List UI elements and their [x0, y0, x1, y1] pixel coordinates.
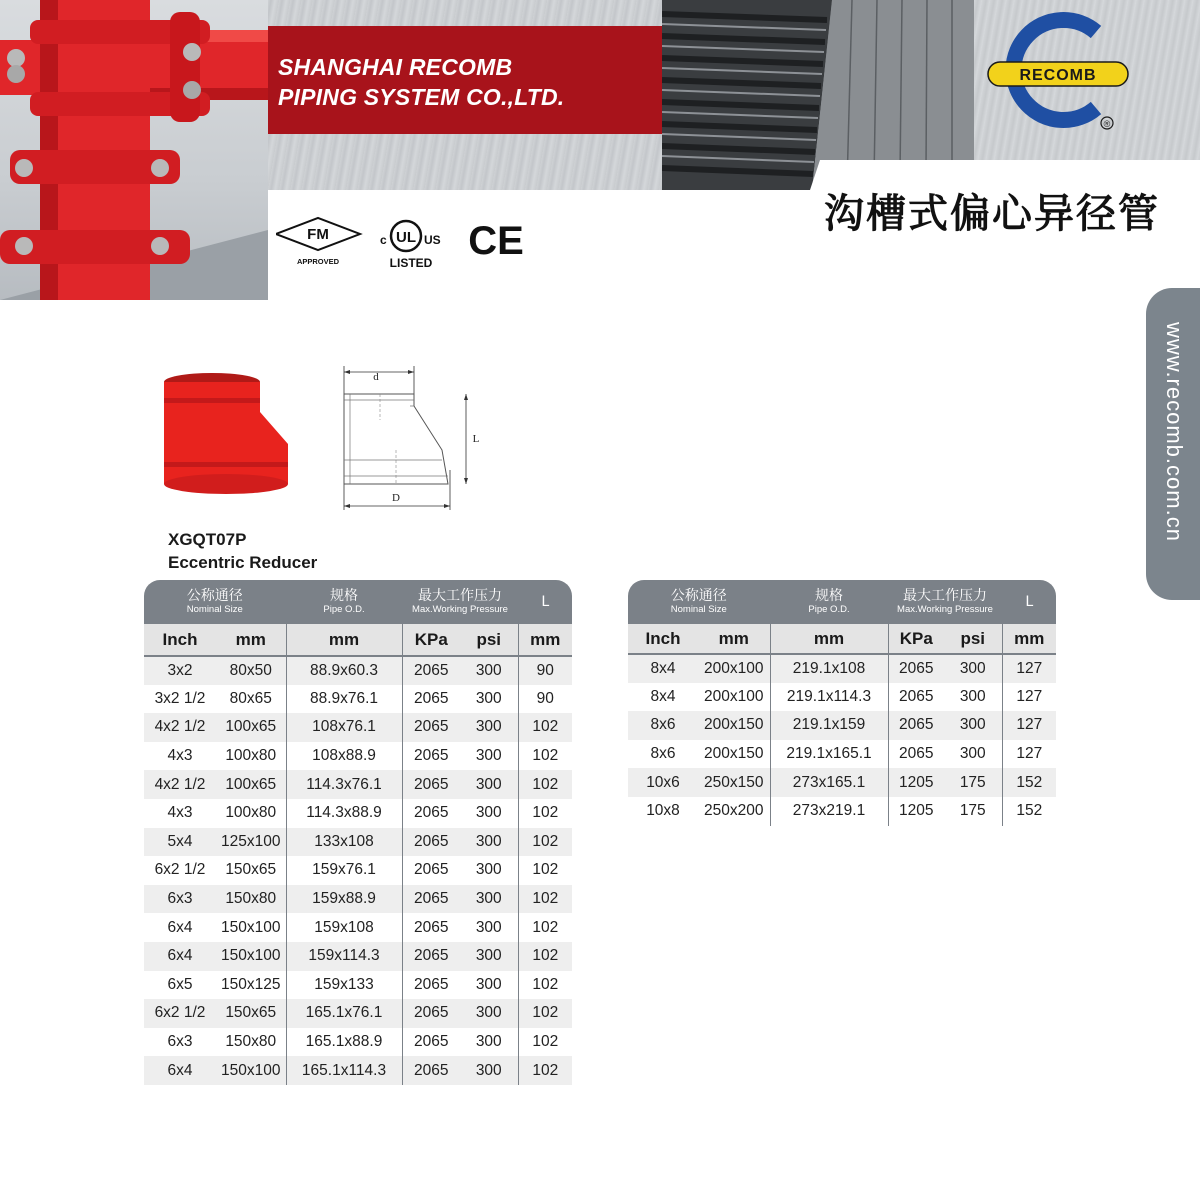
subheader-od-mm: mm	[286, 624, 402, 656]
table-cell: 2065	[414, 804, 449, 822]
header-pipe-od: 规格 Pipe O.D.	[770, 580, 888, 624]
table-cell: 6x4	[144, 942, 216, 971]
table-row	[144, 1028, 572, 1057]
table-cell: 300	[460, 713, 518, 742]
table-row	[144, 971, 572, 1000]
table-cell: 114.3x88.9	[286, 799, 402, 828]
table-cell: 219.1x159	[770, 711, 888, 740]
subheader-mm: mm	[698, 624, 770, 654]
table-row	[144, 770, 572, 799]
table-cell: 8x6	[628, 711, 698, 740]
table-cell: 200x100	[698, 683, 770, 712]
ul-label: UL	[396, 229, 416, 246]
dimension-drawing	[330, 360, 490, 525]
drawing-label-L: L	[472, 433, 480, 445]
table-cell: 300	[460, 1056, 518, 1085]
subheader-mm: mm	[216, 624, 286, 656]
table-cell: 159x114.3	[286, 942, 402, 971]
table-cell: 102	[532, 861, 559, 879]
company-name-line1: SHANGHAI RECOMB	[278, 54, 513, 80]
table-cell: 100x80	[216, 742, 286, 771]
table-cell: 102	[532, 804, 559, 822]
subheader-od-mm: mm	[770, 624, 888, 654]
table-cell: 6x2 1/2	[144, 999, 216, 1028]
table-cell: 159x88.9	[286, 885, 402, 914]
table-cell: 175	[944, 768, 1002, 797]
table-row	[144, 885, 572, 914]
spec-table-right	[628, 580, 1056, 826]
table-cell: 4x2 1/2	[144, 713, 216, 742]
table-cell: 102	[518, 713, 572, 742]
header-banner	[0, 0, 1200, 300]
logo-panel	[974, 0, 1200, 160]
table-row	[144, 828, 572, 857]
table-cell: 102	[518, 770, 572, 799]
ul-c-label: c	[380, 233, 387, 247]
table-cell: 4x3	[167, 804, 193, 822]
table-cell: 150x80	[216, 1028, 286, 1057]
table-row	[628, 683, 1056, 712]
website-text: www.recomb.com.cn	[1162, 322, 1187, 542]
table-cell: 90	[518, 656, 572, 685]
table-cell: 219.1x114.3	[770, 683, 888, 712]
table-cell: 1205	[899, 802, 934, 820]
table-cell: 150x100	[216, 913, 286, 942]
logo-text: RECOMB	[1019, 67, 1097, 84]
subheader-psi: psi	[460, 624, 518, 656]
table-cell: 165.1x88.9	[286, 1028, 402, 1057]
table-cell: 133x108	[286, 828, 402, 857]
table-cell: 108x88.9	[286, 742, 402, 771]
table-cell: 300	[460, 913, 518, 942]
table-cell: 6x4	[144, 1056, 216, 1085]
table-cell: 127	[1002, 711, 1056, 740]
table-cell: 2065	[402, 713, 460, 742]
table-cell: 8x4	[650, 687, 676, 705]
product-name: Eccentric Reducer	[168, 553, 318, 572]
product-code: XGQT07P	[168, 530, 247, 549]
table-cell: 175	[944, 797, 1002, 826]
table-cell: 152	[1002, 768, 1056, 797]
table-cell: 2065	[899, 745, 934, 763]
table-row	[144, 713, 572, 742]
spec-table-left	[144, 580, 572, 1085]
table-cell: 2065	[402, 1056, 460, 1085]
table-cell: 273x219.1	[770, 797, 888, 826]
fm-label: FM	[307, 226, 329, 243]
table-cell: 300	[460, 770, 518, 799]
subheader-l-mm: mm	[1002, 624, 1056, 654]
table-cell: 102	[532, 918, 559, 936]
ce-mark-icon	[468, 219, 524, 263]
table-cell: 90	[536, 689, 554, 707]
table-cell: 102	[518, 999, 572, 1028]
table-cell: 300	[944, 654, 1002, 683]
table-cell: 1205	[888, 768, 944, 797]
fm-sub-label: APPROVED	[296, 257, 340, 266]
table-cell: 127	[1016, 745, 1043, 763]
table-cell: 300	[460, 742, 518, 771]
drawing-label-D: D	[392, 492, 400, 504]
table-cell: 127	[1016, 687, 1043, 705]
table-cell: 2065	[402, 656, 460, 685]
table-cell: 159x108	[286, 913, 402, 942]
table-cell: 102	[532, 1033, 559, 1051]
subheader-inch: Inch	[144, 624, 216, 656]
table-cell: 150x100	[216, 942, 286, 971]
table-cell: 300	[460, 799, 518, 828]
table-cell: 127	[1002, 654, 1056, 683]
table-cell: 200x100	[698, 654, 770, 683]
fm-approved-icon	[276, 218, 360, 266]
table-cell: 102	[518, 885, 572, 914]
table-cell: 300	[944, 740, 1002, 769]
table-cell: 200x150	[698, 711, 770, 740]
table-cell: 2065	[402, 885, 460, 914]
table-cell: 150x125	[216, 971, 286, 1000]
table-cell: 300	[460, 856, 518, 885]
table-cell: 5x4	[144, 828, 216, 857]
pipe-fitting-photo	[0, 0, 268, 300]
subheader-l-mm: mm	[518, 624, 572, 656]
table-cell: 2065	[888, 711, 944, 740]
table-row	[144, 1056, 572, 1085]
table-cell: 4x3	[167, 747, 193, 765]
table-cell: 3x2 1/2	[154, 689, 206, 707]
table-row	[628, 654, 1056, 683]
table-row	[628, 740, 1056, 769]
table-cell: 2065	[414, 1033, 449, 1051]
table-cell: 102	[518, 942, 572, 971]
table-row	[144, 742, 572, 771]
table-cell: 102	[518, 828, 572, 857]
table-cell: 88.9x76.1	[286, 685, 402, 714]
company-name	[278, 52, 564, 112]
table-cell: 2065	[402, 828, 460, 857]
table-cell: 80x65	[216, 685, 286, 714]
table-cell: 150x100	[216, 1056, 286, 1085]
table-cell: 2065	[888, 654, 944, 683]
table-cell: 250x150	[698, 768, 770, 797]
drawing-label-d: d	[373, 371, 379, 383]
recomb-logo	[974, 0, 1200, 160]
table-cell: 152	[1016, 802, 1043, 820]
table-cell: 2065	[414, 861, 449, 879]
table-cell: 200x150	[698, 740, 770, 769]
table-cell: 88.9x60.3	[286, 656, 402, 685]
table-cell: 159x133	[286, 971, 402, 1000]
table-cell: 219.1x165.1	[770, 740, 888, 769]
table-row	[144, 942, 572, 971]
subheader-psi: psi	[944, 624, 1002, 654]
table-cell: 150x80	[216, 885, 286, 914]
table-cell: 2065	[414, 689, 449, 707]
table-cell: 273x165.1	[770, 768, 888, 797]
table-cell: 250x200	[698, 797, 770, 826]
table-cell: 165.1x114.3	[286, 1056, 402, 1085]
table-row	[628, 797, 1056, 826]
header-max-pressure: 最大工作压力 Max.Working Pressure	[402, 580, 518, 624]
table-cell: 80x50	[216, 656, 286, 685]
table-cell: 114.3x76.1	[286, 770, 402, 799]
table-cell: 102	[532, 747, 559, 765]
table-cell: 6x3	[167, 1033, 193, 1051]
header-nominal-size: 公称通径 Nominal Size	[628, 580, 770, 624]
table-cell: 6x3	[144, 885, 216, 914]
ce-label: CE	[468, 219, 524, 263]
table-cell: 8x4	[628, 654, 698, 683]
table-cell: 2065	[414, 747, 449, 765]
page-title: 沟槽式偏心异径管	[824, 191, 1160, 237]
table-cell: 3x2	[144, 656, 216, 685]
subheader-kpa: KPa	[402, 624, 460, 656]
table-cell: 4x2 1/2	[144, 770, 216, 799]
table-cell: 300	[944, 711, 1002, 740]
table-cell: 2065	[414, 918, 449, 936]
subheader-kpa: KPa	[888, 624, 944, 654]
ul-us-label: US	[424, 233, 441, 247]
table-cell: 6x5	[167, 975, 193, 993]
header-pipe-od: 规格 Pipe O.D.	[286, 580, 402, 624]
product-photo	[160, 372, 308, 502]
header-l: L	[1002, 580, 1056, 624]
table-row	[144, 685, 572, 714]
table-cell: 300	[460, 656, 518, 685]
table-cell: 125x100	[216, 828, 286, 857]
subheader-inch: Inch	[628, 624, 698, 654]
table-cell: 150x65	[216, 856, 286, 885]
table-cell: 100x65	[216, 713, 286, 742]
table-row	[144, 656, 572, 685]
table-cell: 2065	[402, 942, 460, 971]
table-cell: 300	[460, 999, 518, 1028]
table-cell: 2065	[402, 999, 460, 1028]
ul-listed-icon	[380, 221, 441, 270]
table-row	[628, 768, 1056, 797]
header-l: L	[518, 580, 572, 624]
table-cell: 10x6	[628, 768, 698, 797]
table-cell: 300	[460, 1028, 518, 1057]
table-cell: 2065	[414, 975, 449, 993]
table-cell: 300	[460, 828, 518, 857]
table-cell: 165.1x76.1	[286, 999, 402, 1028]
table-row	[628, 711, 1056, 740]
table-cell: 300	[944, 683, 1002, 712]
registered-mark: ®	[1103, 119, 1111, 129]
table-cell: 219.1x108	[770, 654, 888, 683]
table-cell: 6x2 1/2	[154, 861, 206, 879]
table-cell: 2065	[402, 770, 460, 799]
table-row	[144, 799, 572, 828]
table-cell: 8x6	[650, 745, 676, 763]
table-cell: 300	[460, 885, 518, 914]
table-cell: 150x65	[216, 999, 286, 1028]
table-cell: 300	[460, 971, 518, 1000]
table-cell: 6x4	[167, 918, 193, 936]
table-cell: 159x76.1	[286, 856, 402, 885]
table-cell: 100x65	[216, 770, 286, 799]
ul-sub-label: LISTED	[389, 256, 433, 270]
company-name-line2: PIPING SYSTEM CO.,LTD.	[278, 84, 565, 110]
table-row	[144, 999, 572, 1028]
table-cell: 102	[518, 1056, 572, 1085]
table-row	[144, 856, 572, 885]
table-cell: 300	[460, 942, 518, 971]
table-row	[144, 913, 572, 942]
header-max-pressure: 最大工作压力 Max.Working Pressure	[888, 580, 1002, 624]
table-cell: 2065	[899, 687, 934, 705]
table-cell: 10x8	[646, 802, 680, 820]
header-nominal-size: 公称通径 Nominal Size	[144, 580, 286, 624]
table-cell: 100x80	[216, 799, 286, 828]
table-cell: 102	[532, 975, 559, 993]
table-cell: 108x76.1	[286, 713, 402, 742]
certification-logos	[276, 210, 536, 270]
table-cell: 300	[460, 685, 518, 714]
